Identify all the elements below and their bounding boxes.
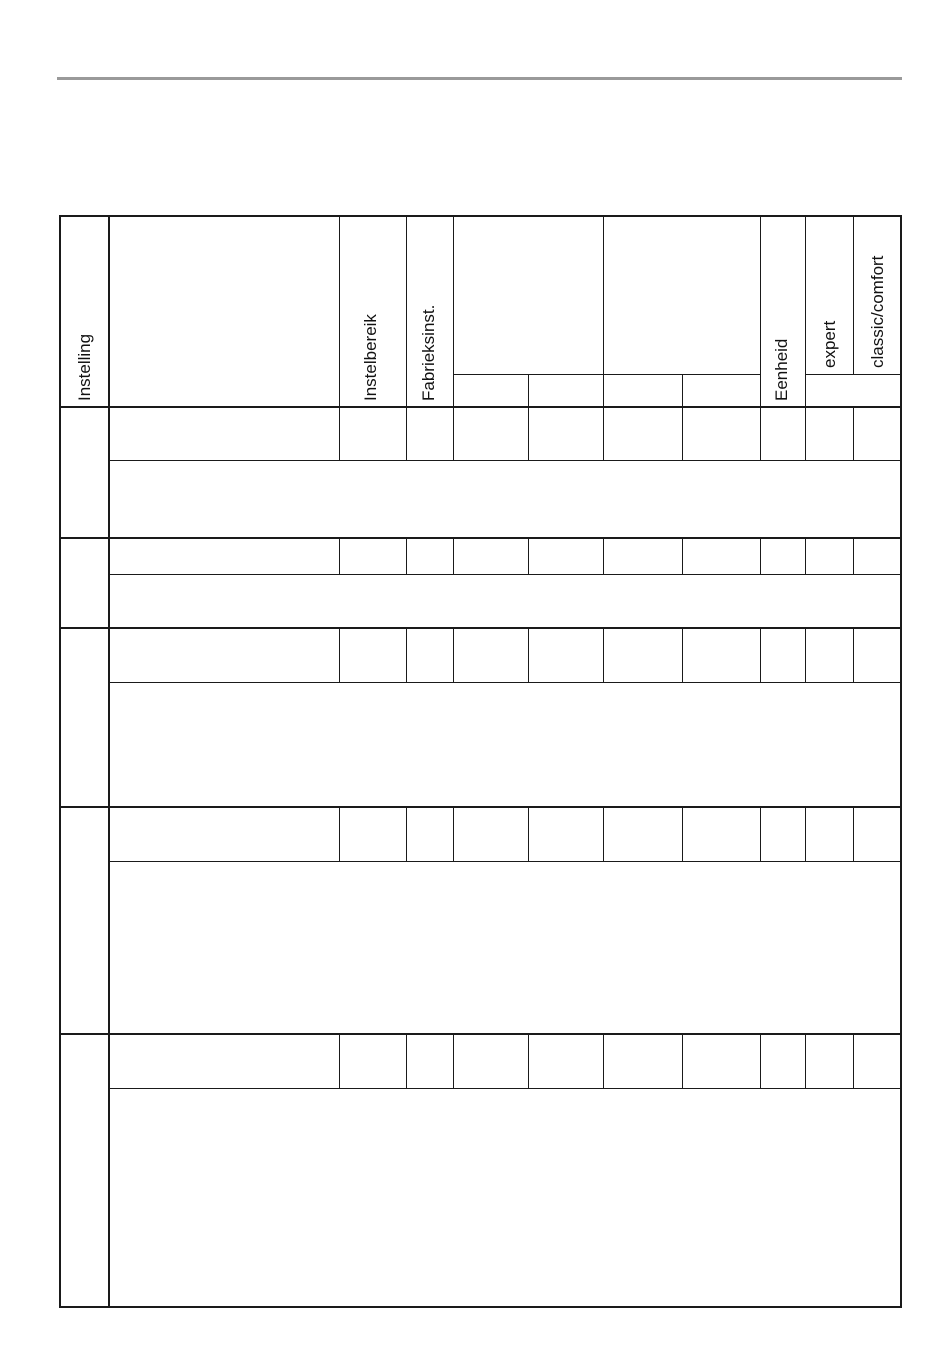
value-cell-divider [528, 1035, 529, 1088]
section-separator [59, 806, 902, 808]
section-separator [59, 627, 902, 629]
header-setting: Instelling [75, 333, 94, 401]
value-row-rule [108, 861, 902, 862]
table-border-left [59, 215, 61, 1308]
value-cell-divider [805, 808, 806, 861]
value-cell-divider [853, 808, 854, 861]
value-row-rule [108, 460, 902, 461]
value-cell-divider [339, 629, 340, 682]
header-divider [760, 215, 761, 407]
setting-column-divider [108, 215, 110, 1308]
value-cell-divider [603, 629, 604, 682]
value-cell-divider [760, 407, 761, 460]
value-cell-divider [528, 629, 529, 682]
value-cell-divider [853, 1035, 854, 1088]
table-border-right [900, 215, 902, 1308]
value-cell-divider [339, 539, 340, 574]
header-subdivider [528, 374, 529, 407]
value-cell-divider [406, 629, 407, 682]
value-cell-divider [339, 407, 340, 460]
value-cell-divider [805, 1035, 806, 1088]
value-cell-divider [760, 629, 761, 682]
header-divider [805, 215, 806, 407]
header-range: Instelbereik [361, 314, 380, 401]
value-cell-divider [528, 539, 529, 574]
value-cell-divider [453, 1035, 454, 1088]
header-factory: Fabrieksinst. [419, 304, 438, 401]
value-cell-divider [453, 407, 454, 460]
section-separator [59, 537, 902, 539]
header-divider [406, 215, 407, 407]
table-border-top [59, 215, 902, 217]
header-classic-comfort: classic/comfort [868, 255, 887, 368]
value-cell-divider [853, 539, 854, 574]
value-cell-divider [339, 1035, 340, 1088]
value-cell-divider [682, 539, 683, 574]
header-divider [853, 215, 854, 374]
value-cell-divider [760, 539, 761, 574]
value-cell-divider [528, 808, 529, 861]
value-cell-divider [682, 629, 683, 682]
value-cell-divider [805, 407, 806, 460]
header-subdivider [682, 374, 683, 407]
header-expert: expert [820, 320, 839, 368]
value-cell-divider [682, 1035, 683, 1088]
value-cell-divider [453, 808, 454, 861]
value-cell-divider [528, 407, 529, 460]
value-cell-divider [603, 407, 604, 460]
header-divider [339, 215, 340, 407]
value-cell-divider [453, 539, 454, 574]
value-cell-divider [682, 808, 683, 861]
header-divider [603, 215, 604, 407]
value-cell-divider [760, 808, 761, 861]
value-cell-divider [760, 1035, 761, 1088]
header-bottom-rule [59, 406, 902, 408]
header-sub-rule [805, 374, 900, 375]
value-cell-divider [682, 407, 683, 460]
value-cell-divider [406, 1035, 407, 1088]
value-cell-divider [406, 539, 407, 574]
section-separator [59, 1033, 902, 1035]
header-unit: Eenheid [772, 338, 791, 401]
header-sub-rule [453, 374, 760, 375]
value-cell-divider [853, 629, 854, 682]
top-rule [57, 77, 902, 80]
value-row-rule [108, 1088, 902, 1089]
value-row-rule [108, 682, 902, 683]
value-cell-divider [603, 539, 604, 574]
table-border-bottom [59, 1306, 902, 1308]
value-cell-divider [406, 407, 407, 460]
value-cell-divider [453, 629, 454, 682]
value-cell-divider [603, 808, 604, 861]
value-cell-divider [805, 539, 806, 574]
value-cell-divider [339, 808, 340, 861]
settings-table [59, 215, 902, 1308]
value-cell-divider [853, 407, 854, 460]
value-row-rule [108, 574, 902, 575]
value-cell-divider [603, 1035, 604, 1088]
value-cell-divider [406, 808, 407, 861]
header-divider [453, 215, 454, 407]
value-cell-divider [805, 629, 806, 682]
